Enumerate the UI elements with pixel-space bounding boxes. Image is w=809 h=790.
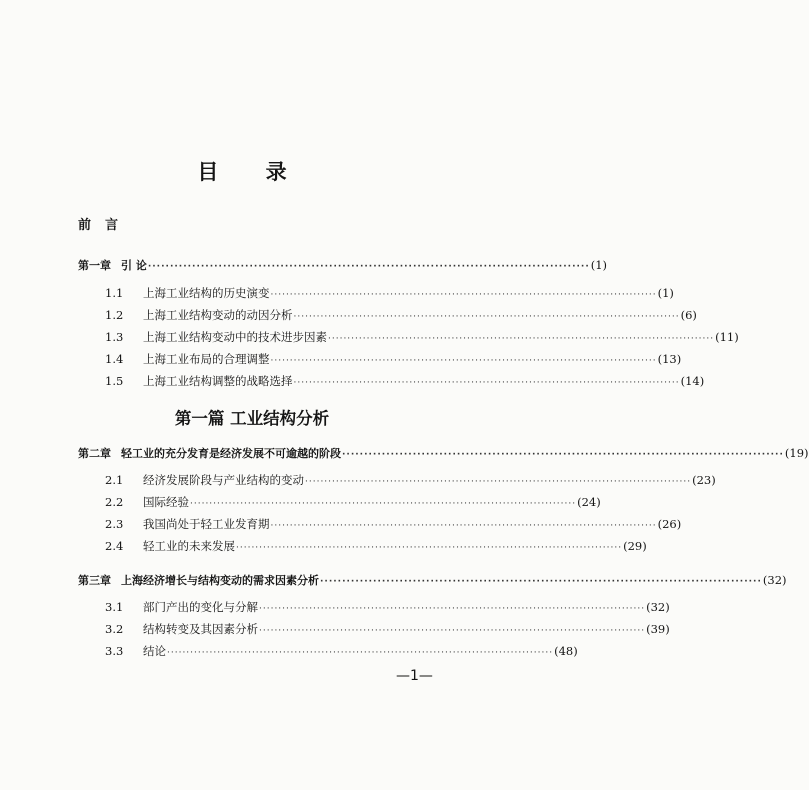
part-heading[interactable]: 第一篇 工业结构分析 [174,409,330,428]
page-ref: (48) [554,644,578,658]
dot-leader: ···································································································· [270,521,657,531]
page-ref: (13) [657,352,682,366]
dot-leader: ···································································································· [270,290,657,300]
page-ref: (11) [715,330,739,344]
section-number: 1.3 [105,330,124,344]
dot-leader: ···································································································· [328,334,715,344]
toc-title: 目 录 [197,160,307,184]
chapter-number: 第一章 [78,259,111,272]
page-ref: (1) [657,286,674,300]
page-ref: (26) [657,517,682,531]
section-number: 1.5 [105,374,124,388]
page-ref: (39) [646,622,670,636]
section-title: 部门产出的变化与分解 [143,600,258,614]
dot-leader: ···································································································· [270,356,657,366]
toc-section-3-3[interactable] [105,643,578,663]
page-ref: (19) [784,446,809,460]
chapter-number: 第三章 [78,574,111,587]
toc-section-1-4[interactable] [105,351,682,371]
section-number: 3.1 [105,600,124,614]
dot-leader: ···································································································· [293,312,680,322]
toc-section-1-2[interactable] [105,307,697,327]
toc-section-2-4[interactable] [105,538,647,558]
dot-leader: ···································································································· [147,262,590,272]
dot-leader: ···································································································· [293,378,680,388]
dot-leader: ···································································································· [305,477,692,487]
section-number: 3.3 [105,644,124,658]
page-number: —1— [396,668,433,684]
section-number: 3.2 [105,622,124,636]
page-ref: (29) [623,539,647,553]
toc-section-1-1[interactable] [105,285,674,305]
page-ref: (14) [680,374,705,388]
section-title: 我国尚处于轻工业发育期 [143,517,270,531]
section-number: 2.4 [105,539,124,553]
section-number: 1.4 [105,352,124,366]
section-title: 上海工业布局的合理调整 [143,352,270,366]
dot-leader: ···································································································· [190,499,577,509]
toc-section-2-3[interactable] [105,516,682,536]
toc-section-3-2[interactable] [105,621,670,641]
section-number: 2.3 [105,517,124,531]
dot-leader: ···································································································· [167,648,554,658]
page-ref: (6) [680,308,697,322]
section-title: 上海工业结构变动中的技术进步因素 [143,330,327,344]
toc-chapter-3[interactable] [78,572,787,592]
toc-section-2-2[interactable] [105,494,601,514]
section-title: 上海工业结构变动的动因分析 [143,308,293,322]
section-number: 1.2 [105,308,124,322]
page-ref: (1) [590,258,608,272]
toc-section-1-3[interactable] [105,329,739,349]
dot-leader: ···································································································· [259,604,646,614]
dot-leader: ···································································································· [236,543,623,553]
section-number: 1.1 [105,286,124,300]
toc-section-1-5[interactable] [105,373,705,393]
section-title: 国际经验 [143,495,189,509]
section-title: 结论 [143,644,166,658]
section-number: 2.1 [105,473,124,487]
toc-section-2-1[interactable] [105,472,716,492]
section-number: 2.2 [105,495,124,509]
toc-chapter-2[interactable] [78,445,809,465]
section-title: 上海工业结构的历史演变 [143,286,270,300]
section-title: 轻工业的未来发展 [143,539,235,553]
section-title: 结构转变及其因素分析 [143,622,258,636]
section-title: 上海工业结构调整的战略选择 [143,374,293,388]
chapter-title: 上海经济增长与结构变动的需求因素分析 [121,574,319,587]
dot-leader: ···································································································· [320,577,762,587]
chapter-number: 第二章 [78,447,111,460]
chapter-title: 轻工业的充分发育是经济发展不可逾越的阶段 [121,447,341,460]
dot-leader: ···································································································· [259,626,646,636]
preface-heading[interactable]: 前言 [78,218,133,233]
page-ref: (32) [646,600,670,614]
toc-chapter-1[interactable] [78,257,608,277]
page-ref: (23) [692,473,716,487]
chapter-title: 引 论 [121,259,147,272]
page-ref: (32) [762,573,787,587]
toc-section-3-1[interactable] [105,599,670,619]
page-ref: (24) [577,495,601,509]
dot-leader: ···································································································· [342,450,784,460]
section-title: 经济发展阶段与产业结构的变动 [143,473,304,487]
